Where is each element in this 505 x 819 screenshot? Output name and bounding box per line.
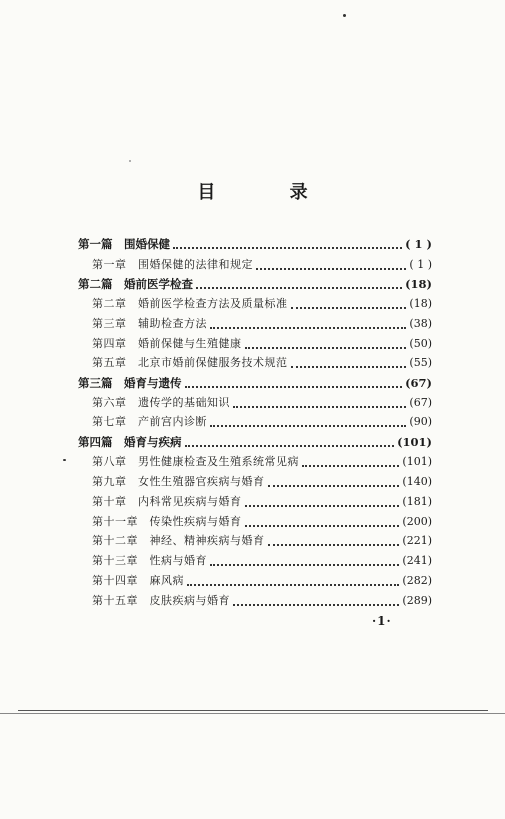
toc-entry-chapter-5[interactable] [92,355,432,371]
entry-page: (50) [409,337,432,350]
entry-label: 第一章 围婚保健的法律和规定 [92,258,253,271]
toc-entry-part-2[interactable] [78,276,432,292]
entry-label: 第十一章 传染性疾病与婚育 [92,515,242,528]
leader-dots [245,497,400,507]
toc-entry-chapter-13[interactable] [92,553,432,569]
toc-entry-chapter-7[interactable] [92,414,432,430]
leader-dots [291,299,407,309]
toc-entry-part-1[interactable] [78,236,432,252]
leader-dots [302,457,399,467]
leader-dots [210,319,406,329]
entry-label: 第十五章 皮肤疾病与婚育 [92,594,230,607]
scan-speck [129,160,131,162]
entry-page: (221) [402,534,432,547]
entry-label: 第十三章 性病与婚育 [92,554,207,567]
leader-dots [196,279,402,289]
entry-label: 第五章 北京市婚前保健服务技术规范 [92,356,288,369]
toc-entry-chapter-2[interactable] [92,296,432,312]
entry-page: ( 1 ) [409,258,432,271]
toc-entry-chapter-4[interactable] [92,336,432,352]
leader-dots [187,576,399,586]
entry-label: 第二章 婚前医学检查方法及质量标准 [92,297,288,310]
entry-label: 第二篇 婚前医学检查 [78,277,193,291]
page-number: ·1· [372,614,392,628]
entry-page: (38) [409,317,432,330]
leader-dots [210,556,399,566]
leader-dots [291,358,407,368]
leader-dots [245,339,407,349]
entry-page: (101) [402,455,432,468]
leader-dots [268,477,400,487]
entry-page: (200) [402,515,432,528]
entry-label: 第八章 男性健康检查及生殖系统常见病 [92,455,299,468]
entry-page: (18) [405,277,432,291]
entry-label: 第三章 辅助检查方法 [92,317,207,330]
entry-label: 第四篇 婚育与疾病 [78,435,182,449]
leader-dots [173,239,402,249]
entry-page: (140) [402,475,432,488]
entry-label: 第六章 遗传学的基础知识 [92,396,230,409]
toc-entry-chapter-12[interactable] [92,533,432,549]
entry-label: 第十二章 神经、精神疾病与婚育 [92,534,265,547]
leader-dots [185,437,395,447]
leader-dots [210,417,406,427]
scan-speck [63,459,66,461]
entry-label: 第七章 产前宫内诊断 [92,415,207,428]
scan-speck [343,14,346,17]
toc-title: 目 录 [197,182,342,203]
toc-entry-chapter-1[interactable] [92,257,432,273]
entry-page: (67) [409,396,432,409]
toc-entry-part-3[interactable] [78,375,432,391]
leader-dots [256,260,406,270]
entry-label: 第四章 婚前保健与生殖健康 [92,337,242,350]
leader-dots [233,398,406,408]
toc-entry-part-4[interactable] [78,434,432,450]
toc-entry-chapter-3[interactable] [92,316,432,332]
entry-label: 第九章 女性生殖器官疾病与婚育 [92,475,265,488]
scan-edge-line [18,710,488,711]
scan-edge-line-lower [0,713,505,714]
entry-page: (67) [405,376,432,390]
toc-entry-chapter-9[interactable] [92,474,432,490]
entry-page: (289) [402,594,432,607]
leader-dots [268,536,400,546]
toc-entry-chapter-10[interactable] [92,494,432,510]
entry-page: (18) [409,297,432,310]
leader-dots [233,596,399,606]
toc-entry-chapter-11[interactable] [92,514,432,530]
toc-entry-chapter-6[interactable] [92,395,432,411]
toc-entry-chapter-15[interactable] [92,593,432,609]
entry-label: 第一篇 围婚保健 [78,237,170,251]
entry-page: (181) [402,495,432,508]
entry-label: 第十章 内科常见疾病与婚育 [92,495,242,508]
entry-page: (241) [402,554,432,567]
entry-page: (101) [397,435,432,449]
entry-label: 第三篇 婚育与遗传 [78,376,182,390]
entry-label: 第十四章 麻风病 [92,574,184,587]
entry-page: (55) [409,356,432,369]
toc-entry-chapter-14[interactable] [92,573,432,589]
entry-page: ( 1 ) [405,237,432,251]
entry-page: (90) [409,415,432,428]
leader-dots [245,517,400,527]
toc-entry-chapter-8[interactable] [92,454,432,470]
leader-dots [185,378,403,388]
entry-page: (282) [402,574,432,587]
